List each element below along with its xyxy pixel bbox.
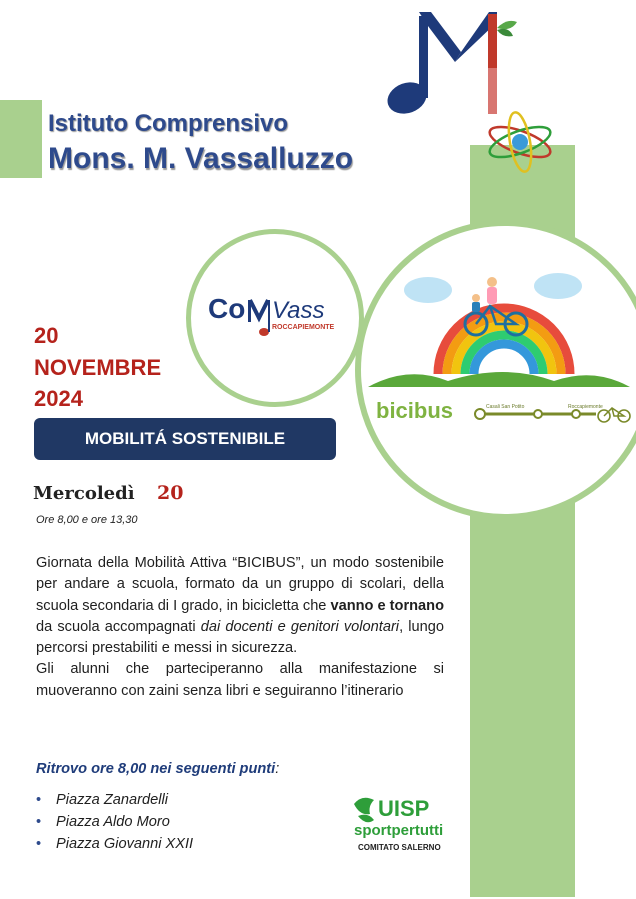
comvass-co-text: Co bbox=[208, 293, 246, 324]
comvass-subtext: ROCCAPIEMONTE bbox=[272, 324, 335, 331]
event-description bbox=[36, 553, 444, 702]
bicibus-illustration bbox=[368, 262, 630, 387]
uisp-tagline: sportpertutti bbox=[354, 822, 444, 839]
meeting-points-list bbox=[36, 789, 193, 855]
uisp-committee: COMITATO SALERNO bbox=[358, 843, 441, 852]
description-italic-phrase: dai docenti e genitori volontari bbox=[200, 618, 400, 635]
event-hours: Ore 8,00 e ore 13,30 bbox=[36, 514, 138, 526]
uisp-name: UISP bbox=[378, 796, 430, 821]
route-end-label: Roccapiemonte bbox=[568, 404, 603, 410]
description-paragraph-2: Gli alunni che parteciperanno alla manifestazione si muoveranno con zaini senza libri e seguiranno l’itinerario bbox=[36, 661, 444, 699]
comvass-vass-text: Vass bbox=[272, 297, 325, 324]
event-day: 20 bbox=[34, 323, 59, 348]
event-title-banner bbox=[34, 418, 336, 460]
school-name-line2: Mons. M. Vassalluzzo bbox=[48, 142, 354, 175]
school-name-line1: Istituto Comprensivo bbox=[48, 110, 289, 137]
uisp-logo bbox=[352, 794, 452, 856]
event-date bbox=[34, 320, 161, 415]
description-paragraph-1: Giornata della Mobilità Attiva “BICIBUS”, un modo sostenibile per andare a scuola, formato da un gruppo di scolari, della scuola secondaria di I grado, in bicicletta che vanno e tornano da scuola accompagnati dai docenti e genitori volontari, lungo percorsi prestabiliti e messi in sicurezza. bbox=[36, 555, 444, 657]
left-accent-bar bbox=[0, 100, 42, 178]
description-bold-phrase: vanno e tornano bbox=[330, 597, 444, 614]
bicibus-route-line bbox=[472, 398, 634, 426]
list-item: • Piazza Giovanni XXII bbox=[36, 833, 193, 855]
list-item: • Piazza Aldo Moro bbox=[36, 811, 193, 833]
route-start-label: Casali San Potito bbox=[486, 404, 525, 410]
meeting-title: Ritrovo ore 8,00 nei seguenti punti: bbox=[36, 761, 280, 777]
list-item: • Piazza Zanardelli bbox=[36, 789, 193, 811]
comvass-logo bbox=[208, 288, 348, 342]
event-year: 2024 bbox=[34, 386, 83, 411]
bicibus-wordmark: bicibus bbox=[376, 398, 454, 423]
event-title: MOBILITÁ SOSTENIBILE bbox=[84, 429, 286, 448]
school-logo-icon bbox=[385, 8, 520, 123]
event-month: NOVEMBRE bbox=[34, 354, 162, 380]
event-weekday: Mercoledì bbox=[33, 483, 135, 504]
atom-icon bbox=[484, 108, 556, 176]
event-weekday-number: 20 bbox=[157, 482, 184, 504]
